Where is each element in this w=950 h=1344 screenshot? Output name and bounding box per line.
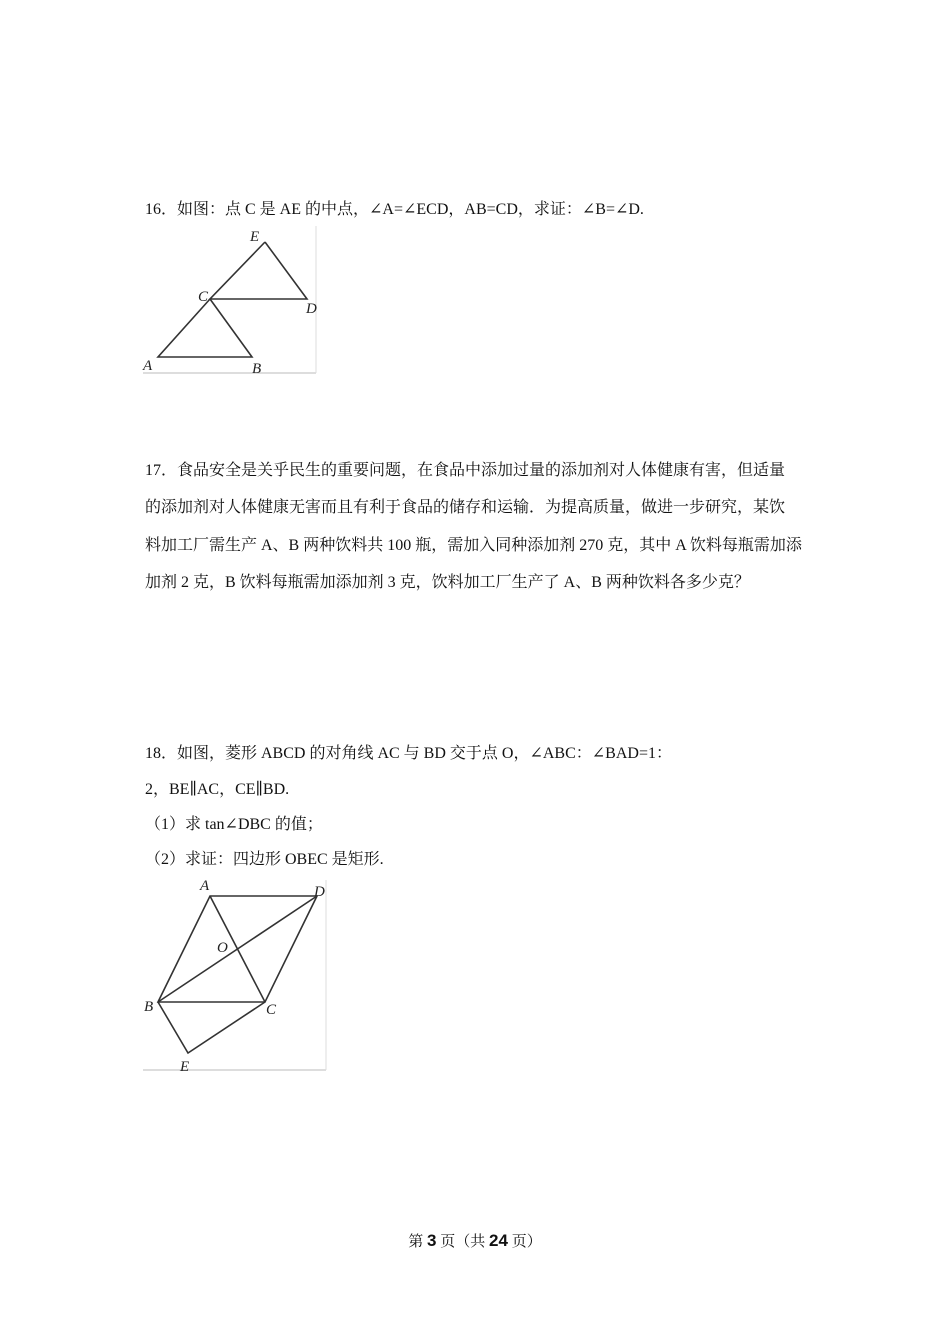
figure-16 [140, 224, 320, 376]
problem-18-part-1: （1）求 tan∠DBC 的值； [145, 816, 323, 833]
label-e: E [250, 229, 260, 245]
problem-18-line-2: 2，BE∥AC，CE∥BD. [145, 781, 290, 798]
label-d: D [306, 301, 317, 317]
triangle-diagram [140, 224, 320, 376]
footer-prefix: 第 [408, 1234, 428, 1250]
page-footer [0, 1230, 950, 1251]
diagonal-bd [158, 896, 317, 1002]
label-e: E [180, 1059, 190, 1074]
label-b: B [144, 999, 154, 1015]
problem-18-part-2: （2）求证：四边形 OBEC 是矩形. [145, 851, 384, 868]
footer-middle: 页（共 [436, 1234, 490, 1250]
problem-17-line-3: 料加工厂需生产 A、B 两种饮料共 100 瓶，需加入同种添加剂 270 克，其中 A 饮料每瓶需加添 [145, 537, 802, 554]
footer-suffix: 页） [507, 1234, 542, 1250]
label-a: A [200, 878, 210, 894]
figure-18 [140, 876, 330, 1074]
label-o: O [217, 940, 228, 956]
problem-17-line-2: 的添加剂对人体健康无害而且有利于食品的储存和运输．为提高质量，做进一步研究，某饮 [145, 499, 786, 516]
label-d: D [314, 884, 325, 900]
label-a: A [143, 358, 153, 374]
problem-17-line-4: 加剂 2 克，B 饮料每瓶需加添加剂 3 克，饮料加工厂生产了 A、B 两种饮料各多少克？ [145, 574, 750, 591]
rhombus-diagram [140, 876, 330, 1074]
problem-17-line-1: 17．食品安全是关乎民生的重要问题，在食品中添加过量的添加剂对人体健康有害，但适量 [145, 462, 786, 479]
footer-total-pages: 24 [489, 1231, 508, 1250]
problem-16-text: 16．如图：点 C 是 AE 的中点，∠A=∠ECD，AB=CD，求证：∠B=∠D. [145, 201, 644, 218]
label-c: C [266, 1002, 277, 1018]
triangle-ecd [210, 242, 307, 299]
footer-page-number: 3 [427, 1231, 437, 1250]
segments-be-ec [158, 1002, 265, 1053]
problem-18-line-1: 18．如图，菱形 ABCD 的对角线 AC 与 BD 交于点 O，∠ABC：∠BAD=1： [145, 745, 672, 762]
triangle-acb [158, 299, 252, 357]
label-b: B [252, 361, 262, 376]
label-c: C [198, 289, 209, 305]
